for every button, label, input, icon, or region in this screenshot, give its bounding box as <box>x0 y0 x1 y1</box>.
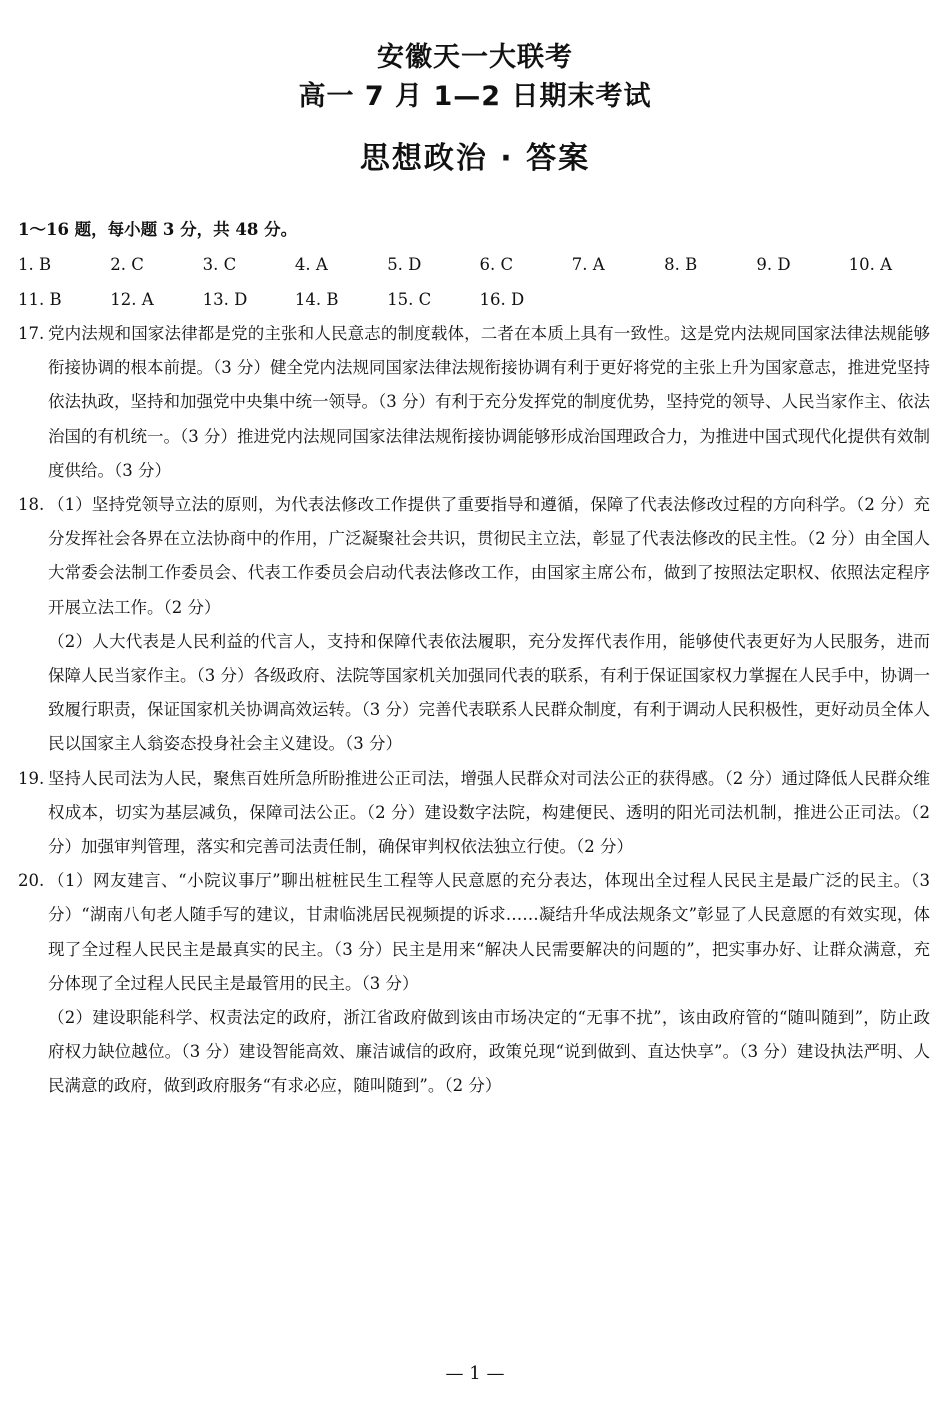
question-20 <box>18 864 930 1103</box>
page-number: — 1 — <box>445 1363 505 1384</box>
answer-content <box>18 212 930 1104</box>
choice-answer: 2. C <box>110 255 144 274</box>
choice-answer: 6. C <box>479 255 514 274</box>
question-number: 20. <box>18 871 45 891</box>
answer-text: 党内法规和国家法律都是党的主张和人民意志的制度载体，二者在本质上具有一致性。这是党内法规同国家法律法规能够衔接协调的根本前提。（3 分）健全党内法规同国家法律法规衔接协调有利于更好将党的主张上升为国家意志，推进党坚持依法执政，坚持和加强党中央集中统一领导。（3 分）有利于充分发挥党的制度优势，坚持党的领导、人民当家作主、依法治国的有机统一。（3 分）推进党内法规同国家法律法规衔接协调能够形成治国理政合力，为推进中国式现代化提供有效制度供给。（3 分） <box>48 324 930 480</box>
question-18 <box>18 488 930 762</box>
choice-answer: 16. D <box>479 290 525 309</box>
choice-answer: 12. A <box>110 290 154 309</box>
choice-answer: 13. D <box>202 290 248 309</box>
choice-answer: 8. B <box>664 255 698 274</box>
choice-answer: 9. D <box>756 255 791 274</box>
question-17 <box>18 317 930 488</box>
choice-answer: 3. C <box>202 255 237 274</box>
choice-row-2 <box>18 282 930 317</box>
answer-part-2: （2）人大代表是人民利益的代言人，支持和保障代表依法履职，充分发挥代表作用，能够使代表更好为人民服务，进而保障人民当家作主。（3 分）各级政府、法院等国家机关加强同代表的联系，有利于保证国家权力掌握在人民手中，协调一致履行职责，保证国家机关协调高效运转。（3 分）完善代表联系人民群众制度，有利于调动人民积极性，更好动员全体人民以国家主人翁姿态投身社会主义建设。（3 分） <box>48 631 930 754</box>
choice-answer: 11. B <box>18 290 62 309</box>
choice-row-1 <box>18 247 930 282</box>
question-number: 18. <box>18 495 45 515</box>
exam-org-title: 安徽天一大联考 <box>377 42 573 73</box>
choice-answer: 14. B <box>294 290 339 309</box>
question-19 <box>18 762 930 865</box>
answer-text: 坚持人民司法为人民，聚焦百姓所急所盼推进公正司法，增强人民群众对司法公正的获得感。（2 分）通过降低人民群众维权成本，切实为基层减负，保障司法公正。（2 分）建设数字法院，构建便民、透明的阳光司法机制，推进公正司法。（2 分）加强审判管理，落实和完善司法责任制，确保审判权依法独立行使。（2 分） <box>48 768 930 857</box>
question-number: 19. <box>18 768 45 788</box>
choice-answer: 15. C <box>387 290 432 309</box>
document-header <box>0 40 950 179</box>
question-number: 17. <box>18 324 45 343</box>
choice-intro: 1～16 题，每小题 3 分，共 48 分。 <box>18 220 298 239</box>
answer-part-1: （1）坚持党领导立法的原则，为代表法修改工作提供了重要指导和遵循，保障了代表法修改过程的方向科学。（2 分）充分发挥社会各界在立法协商中的作用，广泛凝聚社会共识，贯彻民主立法，彰显了代表法修改的民主性。（2 分）由全国人大常委会法制工作委员会、代表工作委员会启动代表法修改工作，由国家主席公布，做到了按照法定职权、依照法定程序开展立法工作。（2 分） <box>48 495 930 617</box>
choice-answer: 5. D <box>387 255 422 274</box>
choice-answer: 1. B <box>18 255 52 274</box>
subject-title: 思想政治 · 答案 <box>359 141 591 176</box>
choice-answer: 10. A <box>848 255 893 274</box>
choice-answer: 4. A <box>294 255 328 274</box>
answer-part-2: （2）建设职能科学、权责法定的政府，浙江省政府做到该由市场决定的“无事不扰”，该由政府管的“随叫随到”，防止政府权力缺位越位。（3 分）建设智能高效、廉洁诚信的政府，政策兑现“说到做到、直达快享”。（3 分）建设执法严明、人民满意的政府，做到政府服务“有求必应，随叫随到”。（2 分） <box>48 1008 930 1096</box>
choice-answer: 7. A <box>571 255 605 274</box>
exam-title: 高一 7 月 1—2 日期末考试 <box>298 81 652 112</box>
answer-part-1: （1）网友建言、“小院议事厅”聊出桩桩民生工程等人民意愿的充分表达，体现出全过程人民民主是最广泛的民主。（3 分）“湖南八旬老人随手写的建议，甘肃临洮居民视频提的诉求……凝结升华成法规条文”彰显了人民意愿的有效实现，体现了全过程人民民主是最真实的民主。（3 分）民主是用来“解决人民需要解决的问题的”，把实事办好、让群众满意，充分体现了全过程人民民主是最管用的民主。（3 分） <box>48 871 930 993</box>
